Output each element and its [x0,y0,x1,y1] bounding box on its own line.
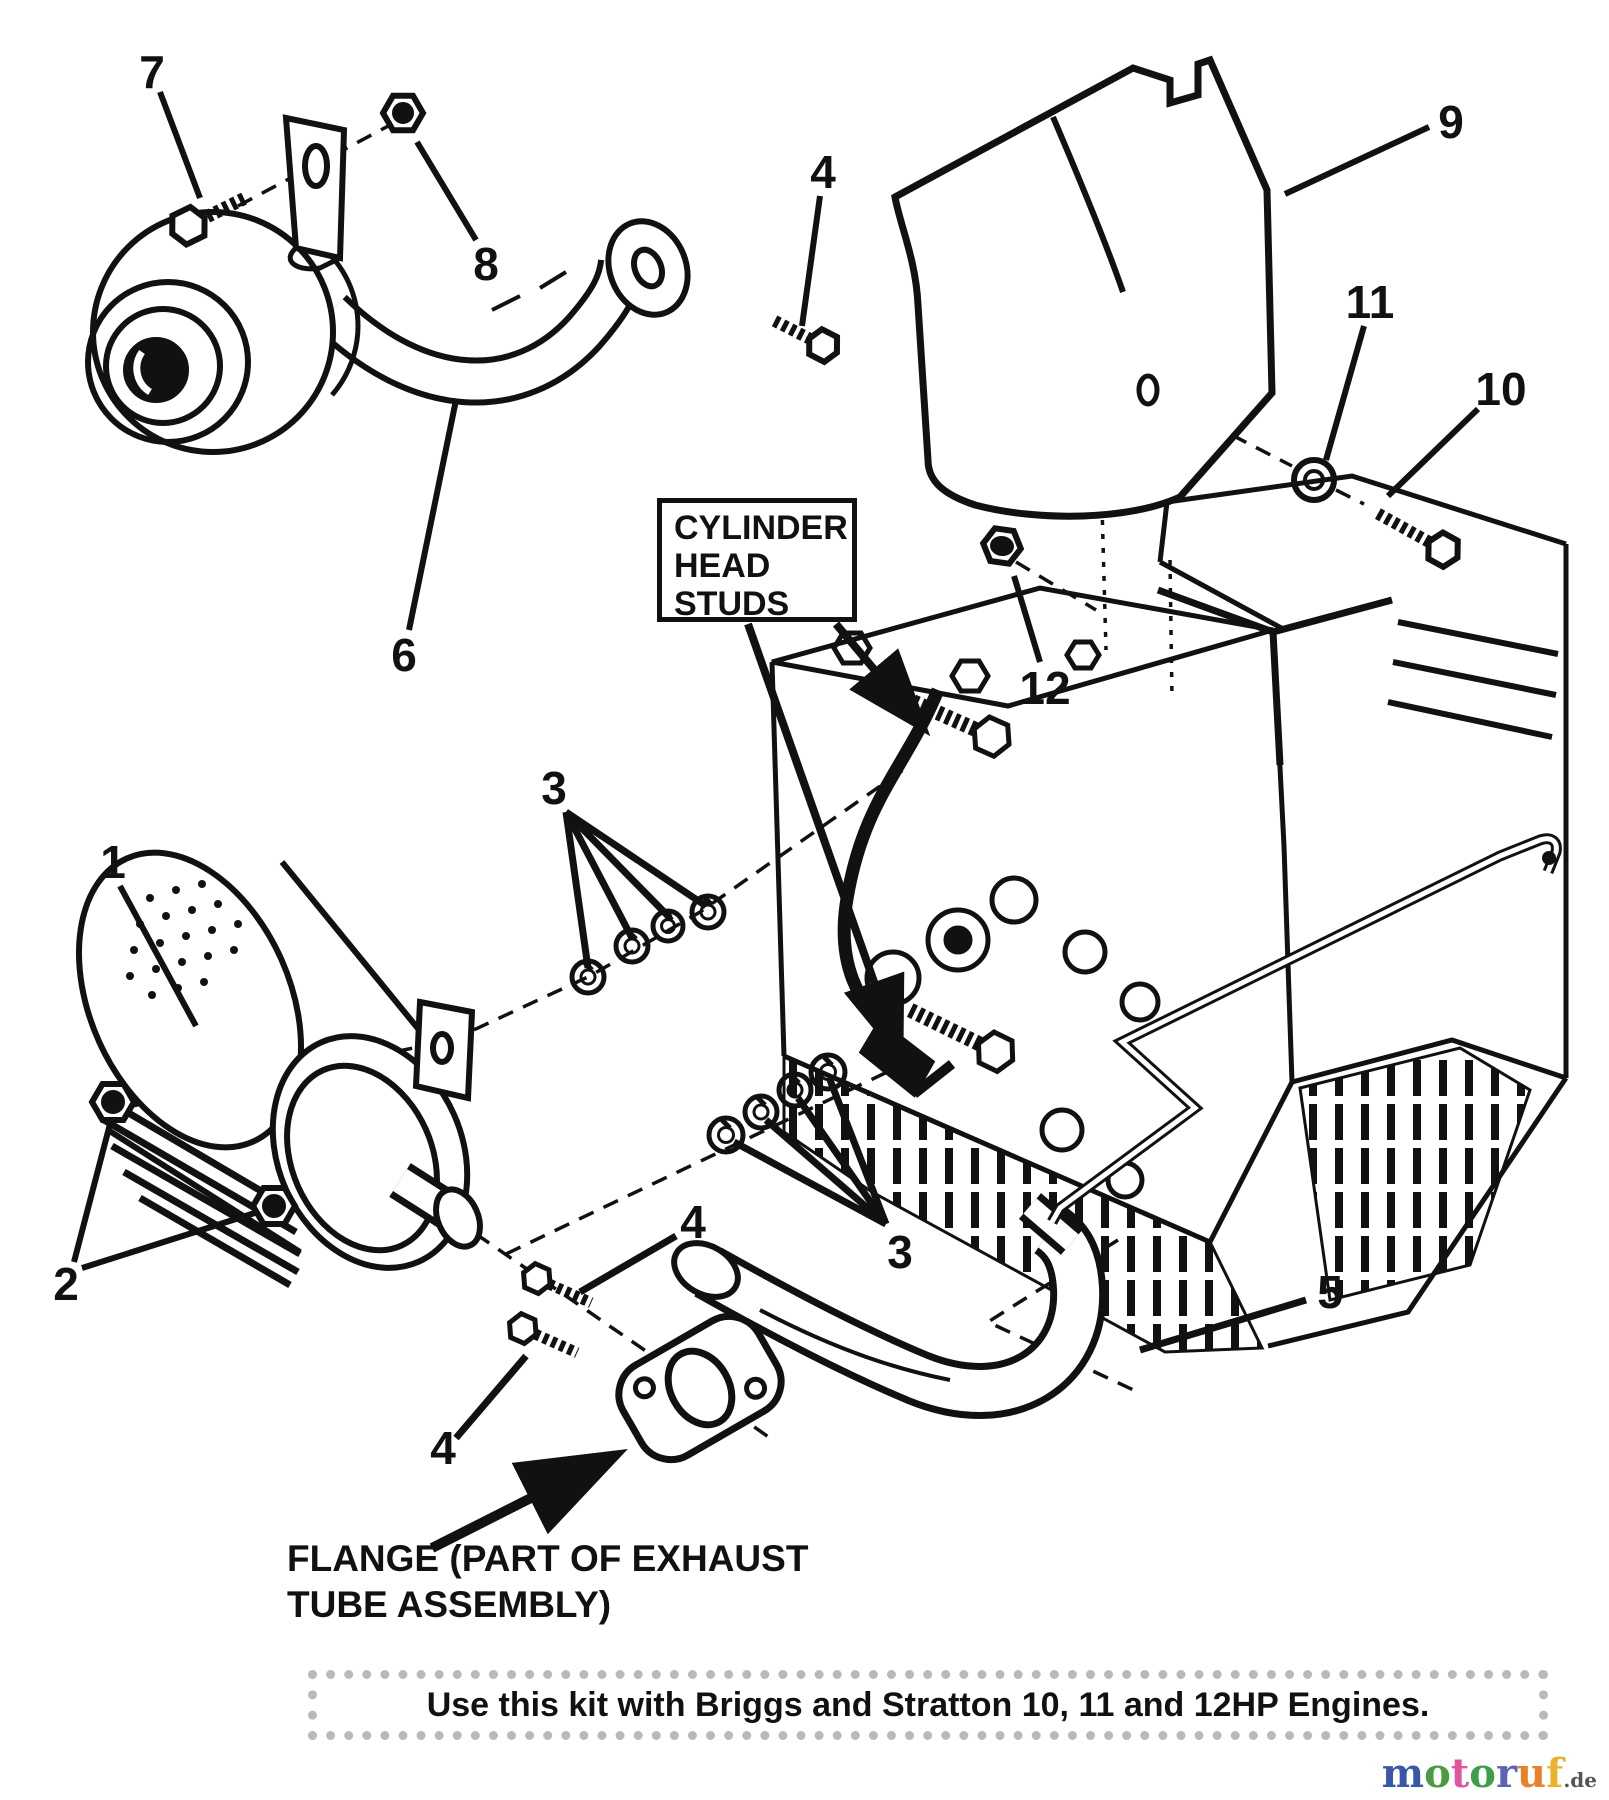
caption-bar [308,1670,1548,1740]
watermark-logo [1381,1750,1597,1797]
upper-muffler [88,96,843,452]
watermark-letter: u [1517,1750,1547,1797]
callout-12: 12 [1019,662,1071,714]
callout-7: 7 [139,46,165,98]
callout-6: 6 [391,629,417,681]
lower-muffler [36,818,503,1299]
callout-4: 4 [810,146,836,198]
cyl-box-line: HEAD [674,547,771,585]
watermark-letter: o [1469,1750,1496,1797]
nut-2b [253,1188,295,1224]
callout-5: 5 [1317,1266,1343,1318]
callout-9: 9 [1438,96,1464,148]
hex-bolt [952,661,988,691]
nut-8 [383,96,423,131]
watermark-letter: f [1546,1750,1564,1797]
upper-bracket [286,118,344,269]
nut-12 [981,527,1023,565]
callout-1: 1 [100,836,126,888]
callout-4: 4 [680,1196,706,1248]
callout-3: 3 [887,1226,913,1278]
cyl-box-line: CYLINDER [674,509,848,547]
caption-text: Use this kit with Briggs and Stratton 10, 11 and 12HP Engines. [426,1685,1430,1724]
heat-shield [895,60,1272,516]
watermark-letter: m [1381,1750,1425,1797]
spark-plug-wire [844,690,938,1034]
flange-note-line: FLANGE (PART OF EXHAUST [287,1538,809,1579]
watermark-letter: o [1424,1750,1451,1797]
nut-2a [92,1084,134,1120]
fan-3-upper [566,812,706,968]
stud-arrow-lower [748,624,898,1050]
cylinder-head-studs-box [657,498,857,622]
callout-11: 11 [1345,276,1395,328]
callout-2: 2 [53,1258,79,1310]
callout-4: 4 [430,1422,456,1474]
cyl-box-line: STUDS [674,585,790,623]
hex-nut [1067,642,1099,668]
callout-3: 3 [541,762,567,814]
flange-arrow [432,1458,610,1548]
flange-note [287,1536,808,1628]
lower-bracket [416,1002,472,1098]
flange-note-line: TUBE ASSEMBLY) [287,1584,612,1625]
callout-8: 8 [473,238,499,290]
watermark-letter: r [1495,1750,1518,1797]
watermark-suffix: .de [1563,1768,1597,1792]
callout-10: 10 [1475,363,1527,415]
engine-block [772,476,1566,1352]
bolt-10 [1370,500,1465,571]
bolt-4b [504,1311,582,1365]
watermark-letter: t [1450,1750,1470,1797]
